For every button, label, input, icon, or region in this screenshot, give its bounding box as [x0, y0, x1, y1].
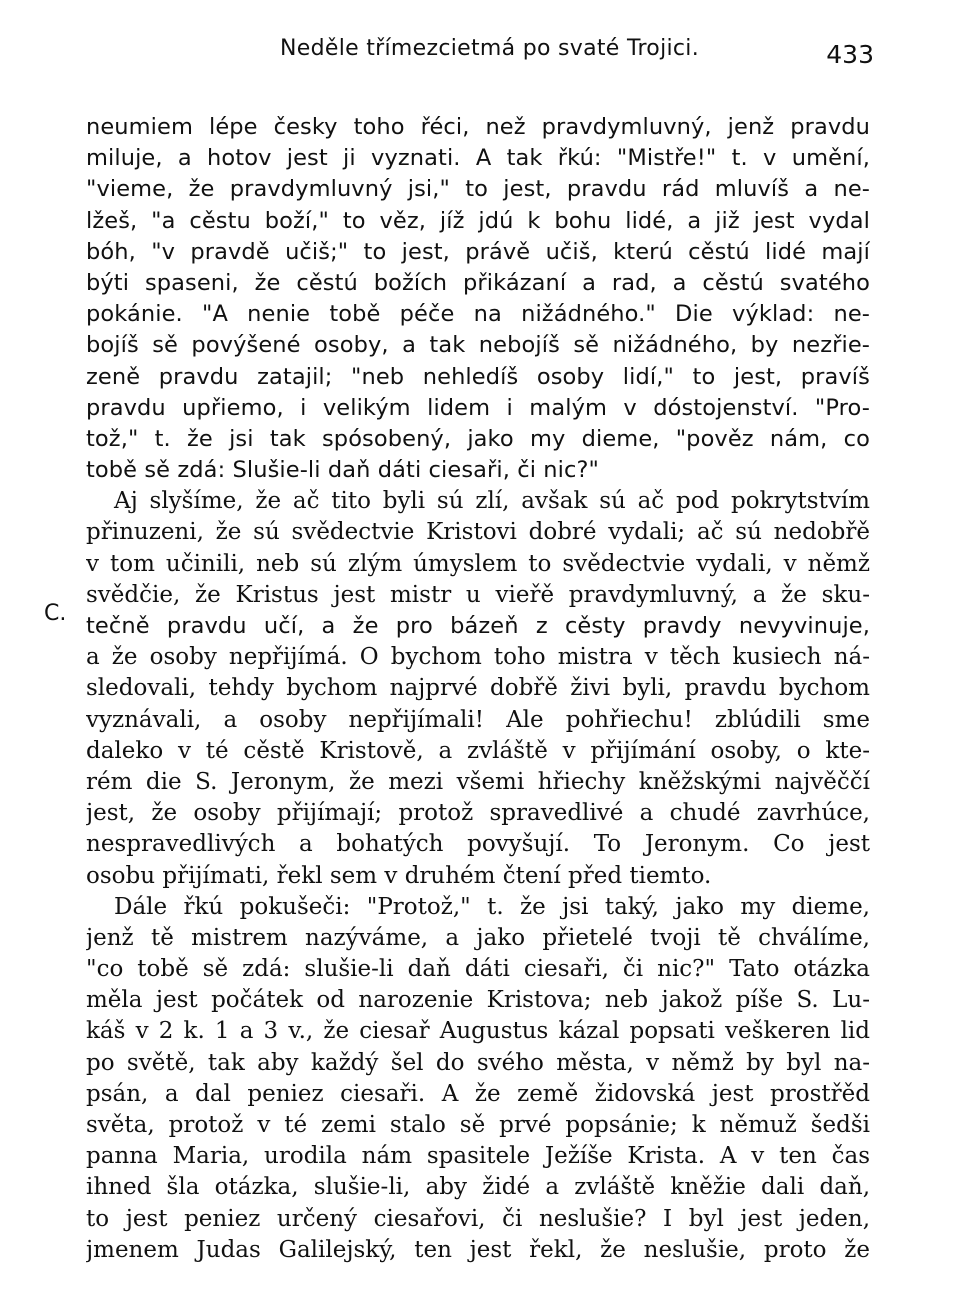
running-head [0, 36, 960, 76]
text-line: jenž tě mistrem nazýváme, a jako přietelé tvoji tě chválíme, [86, 924, 870, 951]
text-line: ihned šla otázka, slušie-li, aby židé a zvláště kněžie dali daň, [86, 1174, 870, 1201]
text-line: a že osoby nepřijímá. O bychom toho mistra v těch kusiech ná- [86, 644, 870, 671]
page-number: 433 [826, 40, 874, 69]
text-line: Dále řkú pokušeči: "Protož," t. že jsi taký, jako my dieme, [114, 893, 870, 920]
text-line: daleko v té cěstě Kristově, a zvláště v přijímání osoby, o kte- [86, 737, 870, 764]
text-line: bóh, "v pravdě učiš;" to jest, právě učiš, kterú cěstú lidé mají [86, 238, 870, 265]
text-line: tečně pravdu učí, a že pro bázeň z cěsty pravdy nevyvinuje, [86, 613, 870, 639]
text-line: pokánie. "A nenie tobě péče na nižádného." Die výklad: ne- [86, 301, 870, 328]
text-line: neumiem lépe česky toho řéci, než pravdymluvný, jenž pravdu [86, 114, 870, 140]
text-line: káš v 2 k. 1 a 3 v., že ciesař Augustus kázal popsati veškeren lid [86, 1018, 870, 1045]
text-line: lžeš, "a cěstu boží," to věz, jíž jdú k bohu lidé, a již jest vydal [86, 207, 870, 234]
text-line: nespravedlivých a bohatých povyšují. To Jeronym. Co jest [86, 831, 870, 858]
body-text [86, 112, 870, 1266]
text-line: bojíš sě povýšené osoby, a tak nebojíš sě nižádného, by nezřie- [86, 332, 870, 359]
text-line: sledovali, tehdy bychom najprvé dobřě živi byli, pravdu bychom [86, 675, 870, 702]
text-line: rém die S. Jeronym, že mezi všemi hřiechy kněžskými najvěččí [86, 768, 870, 795]
text-line: tož," t. že jsi tak spósobený, jako my dieme, "pověz nám, co [86, 425, 870, 452]
text-line: jmenem Judas Galilejský, ten jest řekl, že neslušie, proto že [86, 1236, 870, 1263]
running-title: Neděle třímezcietmá po svaté Trojici. [280, 36, 699, 61]
text-line: Aj slyšíme, že ač tito byli sú zlí, avšak sú ač pod pokrytstvím [114, 488, 870, 515]
text-line: pravdu upřiemo, i velikým lidem i malým v dóstojenství. "Pro- [86, 394, 870, 421]
text-line: osobu přijímati, řekl sem v druhém čtení před tiemto. [86, 862, 712, 889]
text-line: v tom učinili, neb sú zlým úmyslem to svědectvie vydali, v němž [86, 550, 870, 577]
text-line: psán, a dal peniez ciesaři. A že země židovská jest prostřěd [86, 1080, 870, 1107]
text-line: "vieme, že pravdymluvný jsi," to jest, pravdu rád mluvíš a ne- [86, 176, 870, 203]
text-line: přinuzeni, že sú svědectvie Kristovi dobré vydali; ač sú nedobřě [86, 519, 870, 546]
text-line: tobě sě zdá: Slušie-li daň dáti ciesaři, či nic?" [86, 457, 599, 484]
text-line: miluje, a hotov jest ji vyznati. A tak řkú: "Mistře!" t. v umění, [86, 145, 870, 172]
text-line: "co tobě sě zdá: slušie-li daň dáti ciesaři, či nic?" Tato otázka [86, 956, 870, 983]
text-line: zeně pravdu zatajil; "neb nehledíš osoby lidí," to jest, pravíš [86, 363, 870, 390]
text-line: jest, že osoby přijímají; protož spravedlivé a chudé zavrhúce, [86, 800, 870, 827]
text-line: panna Maria, urodila nám spasitele Ježíše Krista. A v ten čas [86, 1143, 870, 1170]
text-line: světa, protož v té zemi stalo sě prvé popsánie; k němuž šedši [86, 1112, 870, 1138]
text-line: býti spaseni, že cěstú božích přikázaní a rad, a cěstú svatého [86, 269, 870, 296]
text-line: vyznávali, a osoby nepřijímali! Ale pohřiechu! zblúdili sme [86, 706, 870, 733]
text-line: měla jest počátek od narozenie Kristova; neb jakož píše S. Lu- [86, 987, 870, 1014]
text-line: svědčie, že Kristus jest mistr u vieřě pravdymluvný, a že sku- [86, 581, 870, 608]
text-line: to jest peniez určený ciesařovi, či neslušie? I byl jest jeden, [86, 1205, 870, 1232]
margin-note: C. [44, 601, 67, 626]
text-line: po světě, tak aby každý šel do svého města, v němž by byl na- [86, 1049, 870, 1076]
